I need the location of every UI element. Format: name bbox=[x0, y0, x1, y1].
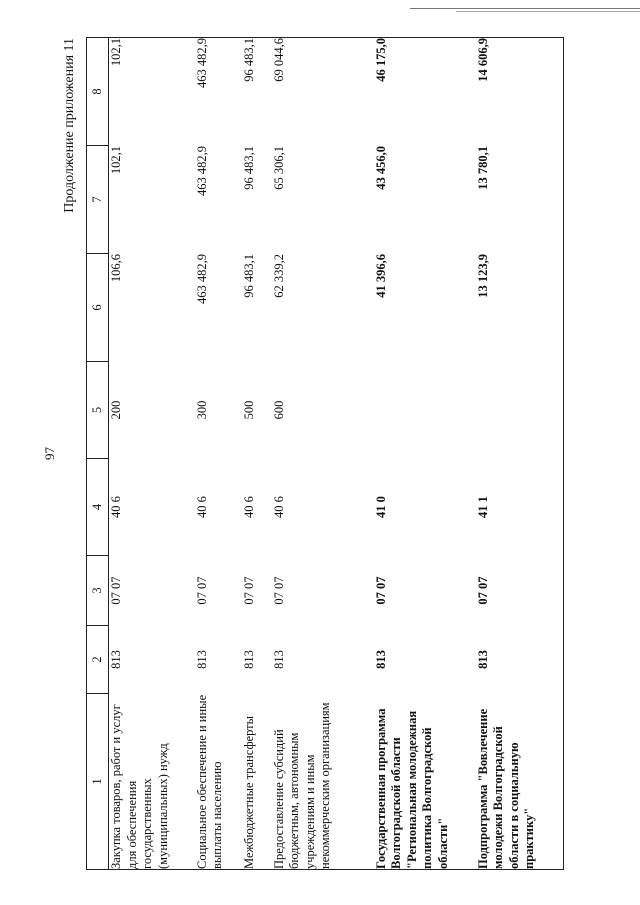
cell-amount-2: 65 306,1 bbox=[271, 146, 286, 190]
row-name: Предоставление субсидий бюджетным, автономным учреждениям и иным некоммерческим организациям bbox=[272, 694, 374, 870]
budget-table bbox=[86, 37, 564, 870]
row-name: Межбюджетные трансферты bbox=[242, 694, 272, 870]
table-row bbox=[109, 38, 195, 870]
row-name: Государственная программа Волгоградской области "Региональная молодежная политика Волгоградской области" bbox=[374, 694, 476, 870]
row-name: Закупка товаров, работ и услуг для обеспечения государственных (муниципальных) нужд bbox=[109, 694, 195, 870]
cell-amount-3: 96 483,1 bbox=[242, 38, 272, 146]
cell-amount-2: 13 780,1 bbox=[476, 146, 564, 254]
cell-section: 07 07 bbox=[109, 576, 123, 605]
header-col-4: 4 bbox=[87, 459, 109, 556]
header-col-8: 8 bbox=[87, 38, 109, 146]
cell-ministry-code: 813 bbox=[271, 650, 286, 669]
cell-amount-1: 41 396,6 bbox=[373, 254, 388, 298]
cell-expense-type: 300 bbox=[194, 400, 209, 420]
cell-target-article: 40 6 bbox=[271, 496, 286, 518]
row-name: Социальное обеспечение и иные выплаты населению bbox=[195, 694, 242, 870]
cell-amount-2: 102,1 bbox=[109, 146, 123, 175]
cell-amount-1: 106,6 bbox=[109, 254, 123, 283]
header-col-3: 3 bbox=[87, 556, 109, 626]
cell-amount-2: 43 456,0 bbox=[373, 146, 388, 190]
cell-amount-3: 46 175,0 bbox=[374, 38, 476, 146]
cell-expense-type bbox=[374, 362, 476, 459]
cell-target-article: 40 6 bbox=[194, 496, 209, 518]
page-number: 97 bbox=[42, 447, 57, 460]
cell-amount-1: 96 483,1 bbox=[241, 254, 256, 298]
cell-amount-1: 62 339,2 bbox=[271, 254, 286, 298]
header-col-6: 6 bbox=[87, 254, 109, 362]
cell-amount-3: 14 606,9 bbox=[476, 38, 564, 146]
cell-ministry-code: 813 bbox=[194, 650, 209, 669]
cell-target-article: 40 6 bbox=[241, 496, 256, 518]
cell-ministry-code: 813 bbox=[476, 626, 564, 694]
cell-section: 07 07 bbox=[241, 576, 256, 605]
cell-expense-type bbox=[476, 362, 564, 459]
header-row bbox=[87, 38, 109, 870]
cell-amount-3: 463 482,9 bbox=[195, 38, 242, 146]
cell-expense-type: 600 bbox=[271, 400, 286, 420]
cell-expense-type: 500 bbox=[241, 400, 256, 420]
cell-section: 07 07 bbox=[476, 556, 564, 626]
table-row bbox=[374, 38, 476, 870]
cell-amount-3: 102,1 bbox=[109, 38, 195, 146]
cell-section: 07 07 bbox=[271, 576, 286, 605]
cell-amount-1: 463 482,9 bbox=[194, 254, 209, 304]
header-col-7: 7 bbox=[87, 146, 109, 254]
table-header bbox=[87, 38, 109, 870]
cell-amount-1: 13 123,9 bbox=[476, 254, 564, 362]
cell-ministry-code: 813 bbox=[109, 650, 123, 669]
cell-ministry-code: 813 bbox=[241, 650, 256, 669]
cell-target-article: 41 0 bbox=[373, 496, 388, 518]
row-name: Подпрограмма "Вовлечение молодежи Волгоградской области в социальную практику" bbox=[476, 694, 564, 870]
cell-section: 07 07 bbox=[194, 576, 209, 605]
cell-amount-2: 463 482,9 bbox=[194, 146, 209, 196]
table-row bbox=[476, 38, 564, 870]
cell-target-article: 40 6 bbox=[109, 496, 123, 518]
header-col-1: 1 bbox=[87, 694, 109, 870]
cell-amount-3: 69 044,6 bbox=[272, 38, 374, 146]
cell-target-article: 41 1 bbox=[476, 459, 564, 556]
cell-section: 07 07 bbox=[373, 576, 388, 605]
header-col-5: 5 bbox=[87, 362, 109, 459]
table-body bbox=[109, 38, 564, 870]
table-row bbox=[272, 38, 374, 870]
cell-amount-2: 96 483,1 bbox=[241, 146, 256, 190]
cell-ministry-code: 813 bbox=[373, 650, 388, 669]
header-col-2: 2 bbox=[87, 626, 109, 694]
cell-expense-type: 200 bbox=[109, 400, 123, 420]
appendix-label: Продолжение приложения 11 bbox=[62, 38, 77, 213]
table-row bbox=[242, 38, 272, 870]
table-row bbox=[195, 38, 242, 870]
